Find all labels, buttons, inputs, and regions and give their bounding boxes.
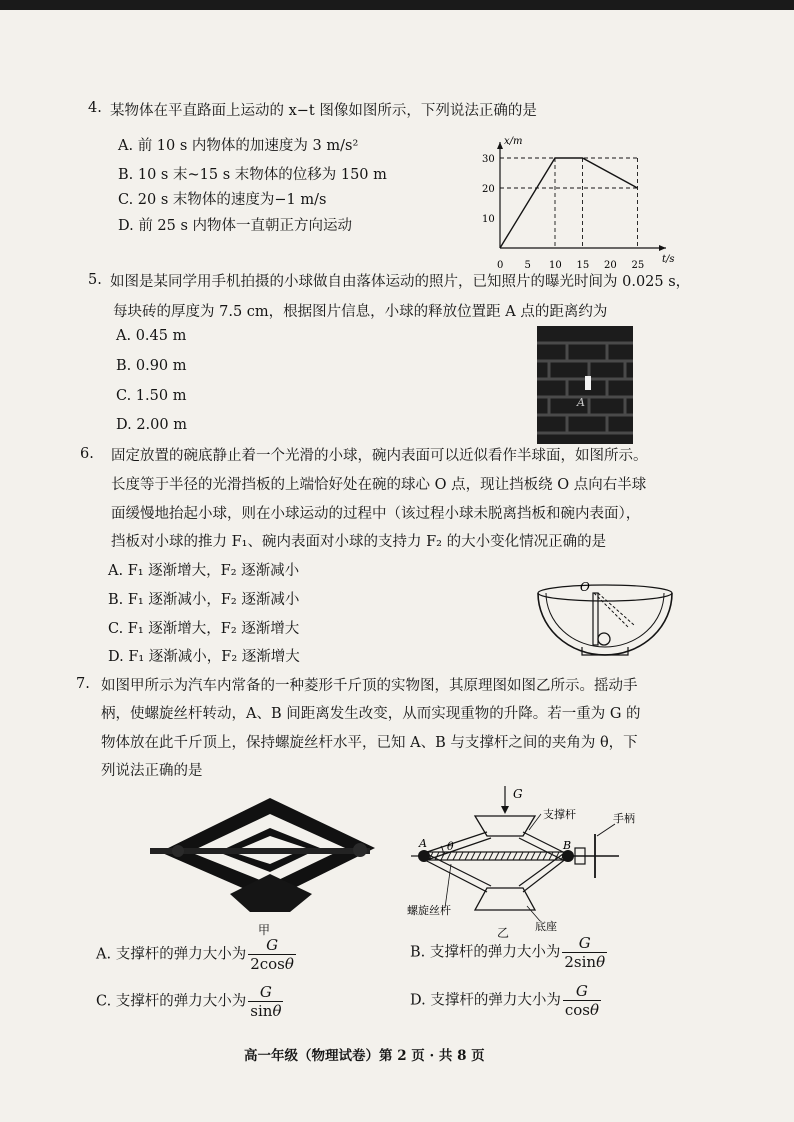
support-rod-label: 支撑杆 [543, 808, 576, 821]
theta-label: θ [447, 840, 454, 853]
point-b-label: B [563, 839, 572, 852]
option-d: D. F₁ 逐渐减小，F₂ 逐渐增大 [108, 649, 300, 665]
figure-jia-caption: 甲 [258, 923, 271, 937]
point-a-label: A [419, 837, 427, 850]
base-plate [475, 888, 535, 910]
question-stem-line-1: 如图是某同学用手机拍摄的小球做自由落体运动的照片，已知照片的曝光时间为 0.025 s， [110, 274, 691, 290]
question-number: 4. [88, 100, 102, 116]
option-b: B. 0.90 m [116, 358, 187, 374]
brick-wall-photo [537, 326, 633, 444]
ball-streak [585, 376, 591, 390]
option-b: B. F₁ 逐渐减小，F₂ 逐渐减小 [108, 592, 300, 608]
option-c: C. 1.50 m [116, 388, 187, 404]
option-c: C. F₁ 逐渐增大，F₂ 逐渐增大 [108, 621, 300, 637]
x-tick-label: 5 [524, 260, 531, 271]
scan-top-edge [0, 0, 794, 10]
question-line-3: 面缓慢地抬起小球，则在小球运动的过程中（该过程小球未脱离挡板和碗内表面）， [111, 506, 641, 522]
option-a: A. 支撑杆的弹力大小为 $\frac{G}{2\cos\theta}$ [96, 936, 294, 973]
screw-rod-label: 螺旋丝杆 [407, 904, 451, 917]
x-tick-label: 10 [549, 260, 562, 271]
bowl-diagram [530, 565, 680, 660]
question-line-2: 柄，使螺旋丝杆转动，A、B 间距离发生改变，从而实现重物的升降。若一重为 G 的 [101, 706, 641, 722]
y-tick-label: 20 [482, 184, 495, 195]
option-c: C. 20 s 末物体的速度为−1 m/s [118, 192, 327, 208]
x-tick-label: 0 [497, 260, 504, 271]
option-b: B. 支撑杆的弹力大小为 $\frac{G}{2\sin\theta}$ [410, 934, 606, 971]
center-o-label: O [580, 580, 590, 594]
option-d: D. 2.00 m [116, 417, 187, 433]
page-footer: 高一年级（物理试卷）第 2 页 · 共 8 页 [244, 1048, 485, 1064]
y-tick-label: 10 [482, 214, 495, 225]
y-axis-arrow [497, 142, 503, 149]
x-axis-arrow [659, 245, 666, 251]
xt-series-line [500, 158, 638, 248]
weight-g-label: G [513, 787, 523, 801]
question-line-4: 列说法正确的是 [101, 763, 203, 779]
jack-photo [140, 790, 380, 920]
option-a: A. 0.45 m [116, 328, 187, 344]
question-line-2: 长度等于半径的光滑挡板的上端恰好处在碗的球心 O 点，现让挡板绕 O 点向右半球 [111, 477, 647, 493]
question-number: 6. [80, 446, 94, 462]
question-stem: 某物体在平直路面上运动的 x−t 图像如图所示，下列说法正确的是 [110, 103, 537, 119]
question-line-4: 挡板对小球的推力 F₁、碗内表面对小球的支持力 F₂ 的大小变化情况正确的是 [111, 534, 607, 550]
x-tick-label: 20 [604, 260, 617, 271]
xt-graph [470, 130, 680, 278]
question-line-1: 固定放置的碗底静止着一个光滑的小球，碗内表面可以近似看作半球面，如图所示。 [111, 448, 648, 464]
point-a-label: A [577, 396, 585, 409]
x-tick-label: 25 [631, 260, 645, 271]
x-tick-label: 15 [576, 260, 590, 271]
option-c: C. 支撑杆的弹力大小为 $\frac{G}{\sin\theta}$ [96, 983, 282, 1020]
option-d: D. 前 25 s 内物体一直朝正方向运动 [118, 218, 353, 234]
jack-principle-diagram [405, 784, 635, 940]
option-a: A. 前 10 s 内物体的加速度为 3 m/s² [118, 138, 359, 154]
question-line-3: 物体放在此千斤顶上，保持螺旋丝杆水平，已知 A、B 与支撑杆之间的夹角为 θ，下 [101, 735, 638, 751]
base-label: 底座 [535, 920, 557, 933]
figure-yi-caption: 乙 [497, 926, 510, 940]
y-axis-label: x/m [504, 136, 523, 147]
option-d: D. 支撑杆的弹力大小为 $\frac{G}{\cos\theta}$ [410, 982, 599, 1019]
handle-label: 手柄 [613, 812, 635, 825]
option-b: B. 10 s 末~15 s 末物体的位移为 150 m [118, 167, 387, 183]
option-a: A. F₁ 逐渐增大，F₂ 逐渐减小 [108, 563, 300, 579]
question-stem-line-2: 每块砖的厚度为 7.5 cm，根据图片信息，小球的释放位置距 A 点的距离约为 [113, 304, 608, 320]
x-axis-label: t/s [662, 254, 675, 265]
y-tick-label: 30 [482, 154, 495, 165]
question-number: 5. [88, 272, 102, 288]
question-line-1: 如图甲所示为汽车内常备的一种菱形千斤顶的实物图，其原理图如图乙所示。摇动手 [101, 678, 638, 694]
question-number: 7. [76, 676, 90, 692]
